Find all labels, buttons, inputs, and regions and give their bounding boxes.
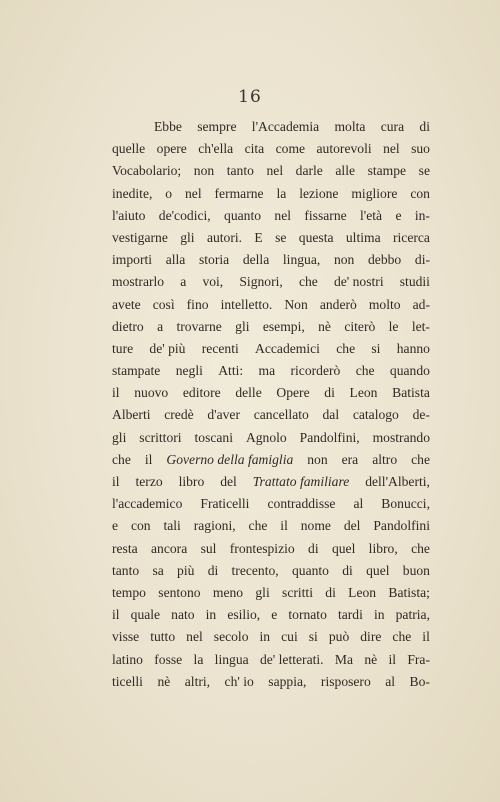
text-word: lingua, [282, 252, 321, 268]
text-word: editore [182, 385, 221, 401]
text-word: si [371, 340, 381, 356]
text-word: sappia, [268, 673, 307, 689]
text-word: Agnolo [245, 429, 287, 445]
text-word: ancora [151, 540, 188, 556]
text-line [112, 338, 430, 360]
text-word: latino [112, 651, 143, 667]
text-word: let- [411, 318, 430, 334]
text-line [112, 160, 430, 182]
text-word: nel [383, 141, 400, 157]
text-word: in [373, 607, 385, 623]
text-word: frontespizio [229, 540, 295, 556]
text-word: dal [322, 407, 340, 423]
text-word: secolo [213, 629, 249, 645]
text-word: il [280, 518, 288, 534]
text-word: trecento, [231, 562, 279, 578]
body-text [112, 116, 430, 693]
text-word: Accademici [255, 340, 320, 356]
text-word: libro [178, 474, 205, 489]
text-word: dietro [112, 318, 144, 334]
text-word: migliore [351, 185, 398, 201]
text-line [112, 604, 430, 626]
text-word: a [157, 318, 164, 334]
text-word: più [177, 562, 195, 578]
text-line [112, 427, 430, 449]
text-word: se [275, 229, 287, 245]
text-word: con [130, 518, 151, 534]
text-word: il [112, 474, 120, 489]
text-word: non [333, 252, 355, 268]
text-word: Ebbe [154, 119, 182, 134]
text-word: gli [112, 429, 127, 445]
text-word: storia [198, 252, 230, 268]
text-word: che [298, 274, 318, 290]
text-word: trovarne [176, 318, 222, 334]
text-word: esempi, [262, 318, 305, 334]
text-word: quel [331, 540, 356, 556]
text-word: resta [112, 540, 138, 556]
text-word: voi, [202, 274, 224, 290]
text-word: esilio, [227, 607, 261, 623]
text-word: ma [258, 363, 276, 379]
text-word: del [343, 518, 361, 534]
text-word: la [193, 651, 204, 667]
text-word: buon [402, 562, 430, 578]
text-word: al [385, 673, 396, 689]
text-word: che [355, 363, 375, 379]
text-word: toscani [194, 429, 234, 445]
text-word: della [242, 252, 270, 268]
text-word: Pandolfini [373, 518, 430, 534]
text-word: avete [112, 296, 141, 312]
text-word: molta [334, 119, 366, 134]
text-word: sa [152, 562, 164, 578]
text-word: che [411, 540, 430, 556]
text-word: di [308, 540, 319, 556]
text-word: ture [112, 340, 134, 356]
text-word: cui [281, 629, 298, 645]
text-line [112, 227, 430, 249]
text-word: l'età [360, 207, 383, 223]
text-word: ticelli [112, 673, 143, 689]
text-word: autorevoli [316, 141, 372, 157]
text-word: Fra- [407, 651, 430, 667]
page-number: 16 [238, 87, 262, 107]
text-word: cancellato [253, 407, 309, 423]
text-word: Bonucci, [381, 496, 430, 512]
text-word: Alberti [112, 407, 151, 423]
text-word: Vocabolario; [112, 163, 182, 179]
text-line [112, 449, 430, 471]
text-word: autori. [206, 229, 243, 245]
text-word: di [419, 119, 430, 134]
text-word: la [276, 185, 287, 201]
text-word: nè [157, 673, 171, 689]
text-word: altri, [184, 673, 211, 689]
text-line [112, 493, 430, 515]
text-word: di [325, 584, 336, 600]
text-word: alla [165, 252, 186, 268]
text-word: l'aiuto [112, 207, 146, 223]
text-word: ch' io [224, 673, 254, 689]
text-word: ultima [345, 229, 381, 245]
text-word: delle [235, 385, 262, 401]
text-word: al [353, 496, 364, 512]
text-word: inedite, [112, 185, 153, 201]
text-word: il [422, 629, 430, 645]
text-word: che [248, 518, 268, 534]
text-word: il [144, 451, 153, 467]
text-word: debbo [368, 252, 402, 268]
text-line [112, 205, 430, 227]
text-word: Opere [276, 385, 310, 401]
text-word: stampate [112, 363, 161, 379]
text-word: in [259, 629, 271, 645]
text-word: Batista; [388, 584, 430, 600]
text-word: Batista [392, 385, 430, 401]
text-word: Pandolfini, [299, 429, 360, 445]
text-word: quale [130, 607, 161, 623]
text-line [112, 582, 430, 604]
text-line [112, 116, 430, 138]
text-word: gli [235, 318, 250, 334]
text-line [112, 360, 430, 382]
text-word: e [112, 518, 119, 534]
text-word: l'Accademia [251, 119, 320, 134]
text-word: in- [414, 207, 430, 223]
text-word: nè [364, 651, 378, 667]
text-word: scritti [282, 584, 313, 600]
text-word: le [388, 318, 399, 334]
text-word: gli [255, 584, 270, 600]
text-word: che [392, 629, 412, 645]
text-line [112, 560, 430, 582]
text-line [112, 626, 430, 648]
text-word: Governo della famiglia [166, 451, 294, 467]
text-word: altro [372, 451, 398, 467]
text-word: quanto [224, 207, 262, 223]
text-word: risposero [320, 673, 371, 689]
text-line [112, 382, 430, 404]
text-word: fermarne [214, 185, 264, 201]
text-line [112, 316, 430, 338]
text-word: nel [185, 185, 202, 201]
text-word: d'aver [207, 407, 240, 423]
text-word: nome [300, 518, 331, 534]
text-word: mostrando [372, 429, 430, 445]
text-word: nuovo [134, 385, 169, 401]
text-word: fissarne [304, 207, 347, 223]
text-word: tardi [337, 607, 363, 623]
text-word: era [341, 451, 359, 467]
text-word: ricorderò [290, 363, 341, 379]
text-word: lezione [299, 185, 339, 201]
text-word: il [388, 651, 397, 667]
text-word: cita [244, 141, 265, 157]
text-word: il [112, 385, 120, 401]
text-word: del [220, 474, 237, 489]
text-line [112, 404, 430, 426]
text-word: o [165, 185, 173, 201]
text-word: E [254, 229, 263, 245]
text-word: nè [318, 318, 331, 334]
text-word: ch'ella [198, 141, 234, 157]
text-word: cura [380, 119, 405, 134]
text-word: hanno [396, 340, 430, 356]
text-word: e [271, 607, 278, 623]
text-word: nel [186, 629, 203, 645]
text-word: terzo [135, 474, 163, 489]
text-word: quel [366, 562, 390, 578]
text-word: studii [399, 274, 430, 290]
text-word: recenti [201, 340, 239, 356]
text-word: dell'Alberti, [365, 474, 430, 489]
text-word: credè [164, 407, 194, 423]
text-word: fino [186, 296, 209, 312]
text-line [112, 271, 430, 293]
text-word: tanto [226, 163, 254, 179]
text-word: non [193, 163, 215, 179]
text-word: sempre [197, 119, 237, 134]
text-word: a [180, 274, 187, 290]
text-word: de' nostri [333, 274, 384, 290]
text-word: di [207, 562, 219, 578]
text-word: suo [411, 141, 430, 157]
text-word: alle [335, 163, 356, 179]
text-word: non [307, 451, 328, 467]
text-line [112, 471, 430, 493]
text-word: de'codici, [158, 207, 211, 223]
text-word: se [418, 163, 430, 179]
text-word: stampe [367, 163, 407, 179]
text-word: nato [171, 607, 195, 623]
text-word: nel [274, 207, 292, 223]
text-word: tempo [112, 584, 146, 600]
text-word: contraddisse [267, 496, 336, 512]
text-word: nel [266, 163, 284, 179]
text-word: Leon [349, 385, 378, 401]
text-word: quanto [291, 562, 329, 578]
text-word: mostrarlo [112, 274, 165, 290]
text-word: e [395, 207, 402, 223]
text-line [112, 249, 430, 271]
text-word: Leon [348, 584, 377, 600]
text-word: il [112, 607, 120, 623]
text-word: l'accademico [112, 496, 183, 512]
text-word: gli [180, 229, 195, 245]
text-word: de' più [149, 340, 186, 356]
text-word: de' letterati. [259, 651, 324, 667]
text-line [112, 294, 430, 316]
text-word: tali [163, 518, 181, 534]
text-word: può [328, 629, 350, 645]
text-word: che [411, 451, 430, 467]
text-word: così [152, 296, 175, 312]
text-word: darle [295, 163, 323, 179]
text-word: Bo- [409, 673, 430, 689]
text-word: in [205, 607, 217, 623]
text-word: tutto [150, 629, 176, 645]
text-word: scrittori [139, 429, 182, 445]
text-word: che [112, 451, 131, 467]
text-word: intelletto. [220, 296, 273, 312]
text-word: opere [156, 141, 187, 157]
text-word: lingua [214, 651, 249, 667]
text-word: Non [284, 296, 308, 312]
text-word: sul [200, 540, 217, 556]
text-word: patria, [395, 607, 430, 623]
text-word: libro, [368, 540, 398, 556]
text-word: catalogo [352, 407, 399, 423]
text-word: ricerca [392, 229, 430, 245]
text-word: sentono [158, 584, 201, 600]
text-word: tanto [112, 562, 140, 578]
text-word: meno [212, 584, 244, 600]
text-word: come [275, 141, 306, 157]
text-word: molto [368, 296, 401, 312]
text-word: importi [112, 252, 153, 268]
text-word: tornato [288, 607, 327, 623]
text-word: de- [412, 407, 430, 423]
text-word: Signori, [239, 274, 283, 290]
text-word: Fraticelli [200, 496, 250, 512]
text-word: quando [389, 363, 430, 379]
text-word: negli [175, 363, 203, 379]
text-word: visse [112, 629, 140, 645]
text-word: Trattato familiare [252, 474, 350, 489]
text-word: anderò [319, 296, 357, 312]
text-word: di [324, 385, 335, 401]
text-word: vestigarne [112, 229, 168, 245]
text-word: Atti: [218, 363, 244, 379]
text-word: ad- [412, 296, 430, 312]
text-word: dire [360, 629, 382, 645]
text-line [112, 515, 430, 537]
text-line [112, 138, 430, 160]
text-line [112, 183, 430, 205]
text-line [112, 538, 430, 560]
text-word: quelle [112, 141, 146, 157]
text-line [112, 649, 430, 671]
text-word: questa [298, 229, 334, 245]
text-word: citerò [344, 318, 376, 334]
text-line [112, 671, 430, 693]
text-word: con [410, 185, 430, 201]
text-word: si [308, 629, 318, 645]
text-word: di- [414, 252, 430, 268]
text-word: ragioni, [193, 518, 236, 534]
text-word: fosse [154, 651, 183, 667]
text-word: di [342, 562, 353, 578]
text-word: che [336, 340, 356, 356]
text-word: Ma [334, 651, 353, 667]
